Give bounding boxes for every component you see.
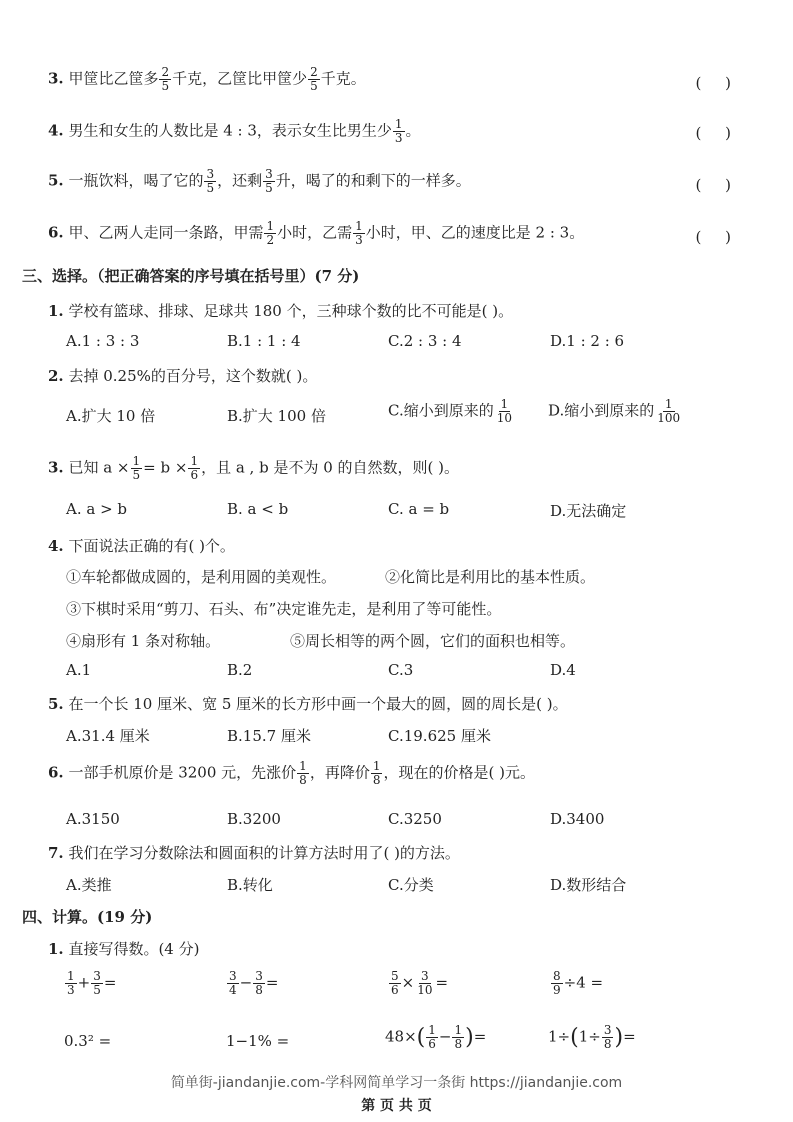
answer-parens[interactable]: ( ) bbox=[695, 124, 731, 142]
option-c[interactable]: C.19.625 厘米 bbox=[388, 727, 491, 745]
section-heading-calc: 四、计算。(19 分) bbox=[22, 908, 153, 926]
option-c[interactable]: C.3 bbox=[388, 661, 414, 679]
statement-5: ⑤周长相等的两个圆，它们的面积也相等。 bbox=[290, 632, 576, 650]
option-b[interactable]: B.转化 bbox=[227, 876, 273, 894]
option-b[interactable]: B.3200 bbox=[227, 810, 281, 828]
item-number: 2. bbox=[48, 367, 64, 385]
item-number: 5. bbox=[48, 695, 64, 713]
choice-q1 bbox=[48, 300, 513, 321]
item-number: 1. bbox=[48, 940, 64, 958]
expr-2: $\frac{3}{4}$ − $\frac{3}{8}$ = bbox=[229, 969, 279, 997]
option-d[interactable]: D.缩小到原来的 $\frac{1}{100}$ bbox=[548, 397, 681, 425]
answer-parens[interactable]: ( ) bbox=[695, 228, 731, 246]
fraction: $\frac{1}{5}$ bbox=[132, 454, 141, 482]
expr-7: 48×( $\frac{1}{6}$ − $\frac{1}{8}$ )= bbox=[385, 1023, 487, 1051]
option-c[interactable]: C.缩小到原来的 $\frac{1}{10}$ bbox=[388, 397, 512, 425]
judge-item-4 bbox=[48, 118, 421, 145]
choice-q4 bbox=[48, 535, 235, 556]
item-text: = b × bbox=[143, 458, 188, 477]
item-text: ，且 a , b 是不为 0 的自然数，则( )。 bbox=[201, 458, 460, 477]
fraction: $\frac{1}{100}$ bbox=[657, 397, 681, 425]
option-a[interactable]: A.31.4 厘米 bbox=[66, 727, 150, 745]
item-text: 升，喝了的和剩下的一样多。 bbox=[275, 171, 471, 190]
item-text: 小时，甲、乙的速度比是 2 : 3。 bbox=[365, 223, 585, 242]
fraction: $\frac{1}{3}$ bbox=[394, 117, 403, 145]
calc-q1 bbox=[48, 938, 199, 959]
item-number: 3. bbox=[48, 69, 64, 88]
item-text: 一瓶饮料，喝了它的 bbox=[68, 171, 204, 190]
item-number: 6. bbox=[48, 223, 64, 242]
fraction: $\frac{1}{2}$ bbox=[266, 219, 275, 247]
item-number: 4. bbox=[48, 121, 64, 140]
item-text: 已知 a × bbox=[68, 458, 130, 477]
choice-q2 bbox=[48, 365, 317, 386]
item-text: 小时，乙需 bbox=[277, 223, 353, 242]
fraction: $\frac{3}{5}$ bbox=[206, 167, 215, 195]
section-heading-choice: 三、选择。（把正确答案的序号填在括号里）(7 分) bbox=[22, 267, 360, 285]
fraction: $\frac{1}{6}$ bbox=[190, 454, 199, 482]
option-a[interactable]: A.1 : 3 : 3 bbox=[66, 332, 140, 350]
item-text: ，还剩 bbox=[217, 171, 263, 190]
item-text: 去掉 0.25%的百分号，这个数就( )。 bbox=[68, 367, 318, 385]
item-text: 千克。 bbox=[320, 69, 366, 88]
choice-q7 bbox=[48, 842, 460, 863]
option-a[interactable]: A.3150 bbox=[66, 810, 120, 828]
item-text: 学校有篮球、排球、足球共 180 个，三种球个数的比不可能是( )。 bbox=[68, 302, 514, 320]
item-text: ，再降价 bbox=[309, 763, 370, 782]
expr-8: 1÷(1÷ $\frac{3}{8}$ )= bbox=[548, 1023, 636, 1051]
item-text: 下面说法正确的有( )个。 bbox=[68, 537, 235, 555]
item-text: 直接写得数。(4 分) bbox=[68, 940, 200, 958]
statement-2: ②化简比是利用比的基本性质。 bbox=[385, 568, 596, 586]
option-a[interactable]: A.扩大 10 倍 bbox=[66, 407, 156, 425]
option-d[interactable]: D.数形结合 bbox=[550, 876, 627, 894]
fraction: $\frac{2}{5}$ bbox=[310, 65, 318, 93]
option-a[interactable]: A.1 bbox=[66, 661, 92, 679]
item-text: 一部手机原价是 3200 元，先涨价 bbox=[68, 763, 297, 782]
option-d[interactable]: D.1 : 2 : 6 bbox=[550, 332, 625, 350]
expr-6: 1−1% = bbox=[226, 1032, 290, 1050]
option-b[interactable]: B.1 : 1 : 4 bbox=[227, 332, 301, 350]
statement-4: ④扇形有 1 条对称轴。 bbox=[66, 632, 221, 650]
expr-3: $\frac{5}{6}$ × $\frac{3}{10}$ = bbox=[391, 969, 449, 997]
fraction: $\frac{3}{5}$ bbox=[265, 167, 273, 195]
option-d[interactable]: D.3400 bbox=[550, 810, 605, 828]
option-c[interactable]: C. a = b bbox=[388, 500, 450, 518]
option-b[interactable]: B.15.7 厘米 bbox=[227, 727, 311, 745]
option-d[interactable]: D.4 bbox=[550, 661, 576, 679]
item-number: 6. bbox=[48, 763, 64, 782]
judge-item-5 bbox=[48, 168, 471, 195]
expr-4: $\frac{8}{9}$ ÷4 = bbox=[553, 969, 604, 997]
choice-q5 bbox=[48, 693, 568, 714]
option-a[interactable]: A.类推 bbox=[66, 876, 112, 894]
item-number: 4. bbox=[48, 537, 64, 555]
statement-1: ①车轮都做成圆的，是利用圆的美观性。 bbox=[66, 568, 337, 586]
option-b[interactable]: B.扩大 100 倍 bbox=[227, 407, 326, 425]
item-text: 。 bbox=[405, 121, 421, 140]
choice-q6 bbox=[48, 760, 535, 787]
option-c[interactable]: C.2 : 3 : 4 bbox=[388, 332, 462, 350]
item-text: 甲、乙两人走同一条路，甲需 bbox=[68, 223, 264, 242]
choice-q3 bbox=[48, 455, 459, 482]
option-a[interactable]: A. a > b bbox=[66, 500, 128, 518]
fraction: $\frac{2}{5}$ bbox=[161, 65, 170, 93]
item-text: 甲筐比乙筐多 bbox=[68, 69, 159, 88]
option-c[interactable]: C.分类 bbox=[388, 876, 434, 894]
answer-parens[interactable]: ( ) bbox=[695, 74, 731, 92]
option-b[interactable]: B. a < b bbox=[227, 500, 289, 518]
item-text: 我们在学习分数除法和圆面积的计算方法时用了( )的方法。 bbox=[68, 844, 460, 862]
fraction: $\frac{1}{8}$ bbox=[372, 759, 381, 787]
fraction: $\frac{1}{10}$ bbox=[496, 397, 512, 425]
item-text: ，现在的价格是( )元。 bbox=[383, 763, 535, 782]
item-text: 男生和女生的人数比是 4 : 3，表示女生比男生少 bbox=[68, 121, 392, 140]
option-c[interactable]: C.3250 bbox=[388, 810, 442, 828]
fraction: $\frac{1}{8}$ bbox=[299, 759, 307, 787]
footer-watermark: 简单街-jiandanjie.com-学科网简单学习一条街 https://jiandanjie.com bbox=[170, 1075, 623, 1091]
judge-item-3 bbox=[48, 66, 748, 93]
statement-3: ③下棋时采用“剪刀、石头、布”决定谁先走，是利用了等可能性。 bbox=[66, 600, 502, 618]
item-text: 在一个长 10 厘米、宽 5 厘米的长方形中画一个最大的圆，圆的周长是( )。 bbox=[68, 695, 568, 713]
option-b[interactable]: B.2 bbox=[227, 661, 253, 679]
answer-parens[interactable]: ( ) bbox=[695, 176, 731, 194]
item-number: 5. bbox=[48, 171, 64, 190]
expr-1: $\frac{1}{3}$ + $\frac{3}{5}$ = bbox=[67, 969, 117, 997]
expr-5: 0.3² = bbox=[64, 1032, 112, 1050]
item-number: 3. bbox=[48, 458, 64, 477]
item-number: 1. bbox=[48, 302, 64, 320]
fraction: $\frac{1}{3}$ bbox=[355, 219, 363, 247]
option-d[interactable]: D.无法确定 bbox=[550, 502, 627, 520]
item-number: 7. bbox=[48, 844, 64, 862]
page-number: 第 页 共 页 bbox=[361, 1098, 432, 1114]
item-text: 千克，乙筐比甲筐少 bbox=[172, 69, 308, 88]
judge-item-6 bbox=[48, 220, 584, 247]
